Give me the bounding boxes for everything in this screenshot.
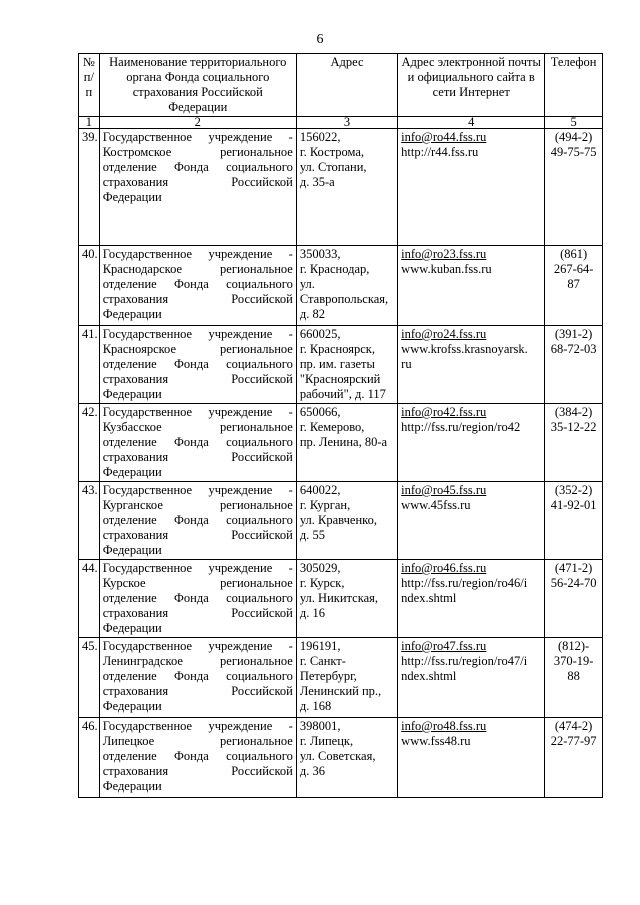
org-name-cell [99,718,296,798]
contacts-cell [398,718,545,798]
org-name-cell [99,326,296,404]
contacts-cell [398,638,545,718]
address-line: Петербург, [299,669,357,683]
website-link[interactable]: http://fss.ru/region/ro47/i [401,654,528,668]
fss-offices-table [78,53,603,798]
col-number: 5 [545,117,603,129]
address-line: ул. Кравченко, [299,513,377,527]
address-line: Ставропольская, [299,292,389,306]
address-cell [296,326,397,404]
address-line: 305029, [299,561,341,575]
phone-cell [545,638,603,718]
org-name-line: Государственное учреждение - [102,561,293,575]
org-name-cell [99,560,296,638]
website-link[interactable]: http://fss.ru/region/ro46/i [401,576,528,590]
website-link[interactable]: www.45fss.ru [401,498,471,512]
address-line: г. Кемерово, [299,420,365,434]
phone-cell [545,246,603,326]
org-name-line: отделение Фонда социального [102,357,293,371]
phone-cell [545,326,603,404]
table-row [79,718,603,798]
col-number: 1 [79,117,100,129]
row-number: 40. [79,246,100,326]
address-cell [296,404,397,482]
website-link[interactable]: ru [401,357,412,371]
address-line: д. 35-а [299,175,335,189]
header-num: № п/п [79,54,100,117]
table-row [79,482,603,560]
email-link[interactable]: info@ro42.fss.ru [401,405,487,419]
org-name-line: Государственное учреждение - [102,639,293,653]
website-link[interactable]: www.krofss.krasnoyarsk. [401,342,528,356]
org-name-line: Государственное учреждение - [102,247,293,261]
email-link[interactable]: info@ro48.fss.ru [401,719,487,733]
org-name-line: Федерации [102,621,162,635]
col-number: 4 [398,117,545,129]
address-line: пр. Ленина, 80-а [299,435,388,449]
address-line: г. Кострома, [299,145,365,159]
phone-cell [545,718,603,798]
address-line: г. Красноярск, [299,342,375,356]
org-name-line: страхования Российской [102,764,293,778]
header-name: Наименование территориального органа Фонда социального страхования Российской Федерации [99,54,296,117]
column-number-row [79,117,603,129]
phone-line: (471-2) [554,561,593,575]
website-link[interactable]: www.fss48.ru [401,734,471,748]
contacts-cell [398,482,545,560]
org-name-line: Государственное учреждение - [102,327,293,341]
phone-line: 68-72-03 [550,342,597,356]
address-line: 350033, [299,247,341,261]
org-name-line: страхования Российской [102,606,293,620]
contacts-cell [398,246,545,326]
address-cell [296,718,397,798]
address-cell [296,638,397,718]
org-name-line: отделение Фонда социального [102,435,293,449]
row-number: 46. [79,718,100,798]
table-row [79,129,603,246]
contacts-cell [398,129,545,246]
address-line: 156022, [299,130,341,144]
phone-line: (812)- [557,639,590,653]
address-line: г. Курган, [299,498,351,512]
address-line: пр. им. газеты [299,357,375,371]
website-link[interactable]: www.kuban.fss.ru [401,262,492,276]
org-name-line: Ленинградское региональное [102,654,293,668]
phone-line: 56-24-70 [550,576,597,590]
address-line: г. Санкт- [299,654,346,668]
phone-line: 370-19-88 [553,654,594,683]
org-name-line: Костромское региональное [102,145,293,159]
org-name-line: Федерации [102,387,162,401]
table-row [79,326,603,404]
org-name-cell [99,404,296,482]
address-line: ул. Стопани, [299,160,367,174]
address-line: ул. Советская, [299,749,376,763]
email-link[interactable]: info@ro47.fss.ru [401,639,487,653]
website-link[interactable]: ndex.shtml [401,669,457,683]
phone-cell [545,404,603,482]
org-name-line: Краснодарское региональное [102,262,293,276]
contacts-cell [398,404,545,482]
phone-line: (391-2) [554,327,593,341]
table-row [79,638,603,718]
row-number: 43. [79,482,100,560]
phone-cell [545,129,603,246]
org-name-line: страхования Российской [102,528,293,542]
address-line: д. 16 [299,606,325,620]
address-line: рабочий", д. 117 [299,387,386,401]
org-name-line: Федерации [102,307,162,321]
address-line: ул. [299,277,315,291]
address-cell [296,482,397,560]
org-name-line: Государственное учреждение - [102,719,293,733]
address-line: г. Краснодар, [299,262,370,276]
address-line: 650066, [299,405,341,419]
org-name-line: Федерации [102,699,162,713]
row-number: 39. [79,129,100,246]
address-line: д. 168 [299,699,332,713]
org-name-line: страхования Российской [102,292,293,306]
org-name-line: отделение Фонда социального [102,160,293,174]
org-name-line: Курское региональное [102,576,293,590]
row-number: 44. [79,560,100,638]
phone-line: 22-77-97 [550,734,597,748]
org-name-line: Государственное учреждение - [102,483,293,497]
phone-line: 41-92-01 [550,498,597,512]
org-name-line: отделение Фонда социального [102,591,293,605]
address-line: "Красноярский [299,372,381,386]
org-name-line: отделение Фонда социального [102,277,293,291]
row-number: 41. [79,326,100,404]
row-number: 45. [79,638,100,718]
phone-cell [545,482,603,560]
col-number: 2 [99,117,296,129]
address-cell [296,129,397,246]
email-link[interactable]: info@ro23.fss.ru [401,247,487,261]
phone-line: 49-75-75 [550,145,597,159]
email-link[interactable]: info@ro44.fss.ru [401,130,487,144]
org-name-line: Федерации [102,190,162,204]
table-row [79,560,603,638]
phone-line: (474-2) [554,719,593,733]
website-link[interactable]: http://r44.fss.ru [401,145,479,159]
org-name-line: Федерации [102,543,162,557]
org-name-cell [99,129,296,246]
address-line: 660025, [299,327,341,341]
org-name-line: страхования Российской [102,372,293,386]
org-name-line: Липецкое региональное [102,734,293,748]
address-line: ул. Никитская, [299,591,378,605]
org-name-cell [99,638,296,718]
phone-cell [545,560,603,638]
address-line: д. 36 [299,764,325,778]
table-header-row [79,54,603,117]
table-row [79,246,603,326]
address-line: 398001, [299,719,341,733]
address-line: д. 55 [299,528,325,542]
address-line: Ленинский пр., [299,684,382,698]
org-name-line: Кузбасское региональное [102,420,293,434]
phone-line: (384-2) [554,405,593,419]
email-link[interactable]: info@ro45.fss.ru [401,483,487,497]
address-line: 640022, [299,483,341,497]
org-name-line: отделение Фонда социального [102,749,293,763]
address-cell [296,246,397,326]
website-link[interactable]: http://fss.ru/region/ro42 [401,420,521,434]
contacts-cell [398,560,545,638]
contacts-cell [398,326,545,404]
address-line: г. Курск, [299,576,345,590]
header-contacts: Адрес электронной почты и официального сайта в сети Интернет [398,54,545,117]
phone-line: 35-12-22 [550,420,597,434]
page-number: 6 [316,32,324,47]
header-address: Адрес [296,54,397,117]
phone-line: 267-64-87 [553,262,594,291]
org-name-line: страхования Российской [102,450,293,464]
website-link[interactable]: ndex.shtml [401,591,457,605]
org-name-line: отделение Фонда социального [102,669,293,683]
row-number: 42. [79,404,100,482]
org-name-line: страхования Российской [102,175,293,189]
org-name-cell [99,246,296,326]
header-phone: Телефон [545,54,603,117]
address-cell [296,560,397,638]
org-name-line: отделение Фонда социального [102,513,293,527]
col-number: 3 [296,117,397,129]
org-name-cell [99,482,296,560]
phone-line: (494-2) [554,130,593,144]
phone-line: (352-2) [554,483,593,497]
org-name-line: Федерации [102,779,162,793]
email-link[interactable]: info@ro46.fss.ru [401,561,487,575]
email-link[interactable]: info@ro24.fss.ru [401,327,487,341]
org-name-line: Федерации [102,465,162,479]
address-line: 196191, [299,639,341,653]
table-row [79,404,603,482]
org-name-line: Государственное учреждение - [102,130,293,144]
org-name-line: Курганское региональное [102,498,293,512]
org-name-line: Государственное учреждение - [102,405,293,419]
org-name-line: Красноярское региональное [102,342,293,356]
phone-line: (861) [560,247,588,261]
address-line: д. 82 [299,307,325,321]
org-name-line: страхования Российской [102,684,293,698]
address-line: г. Липецк, [299,734,354,748]
